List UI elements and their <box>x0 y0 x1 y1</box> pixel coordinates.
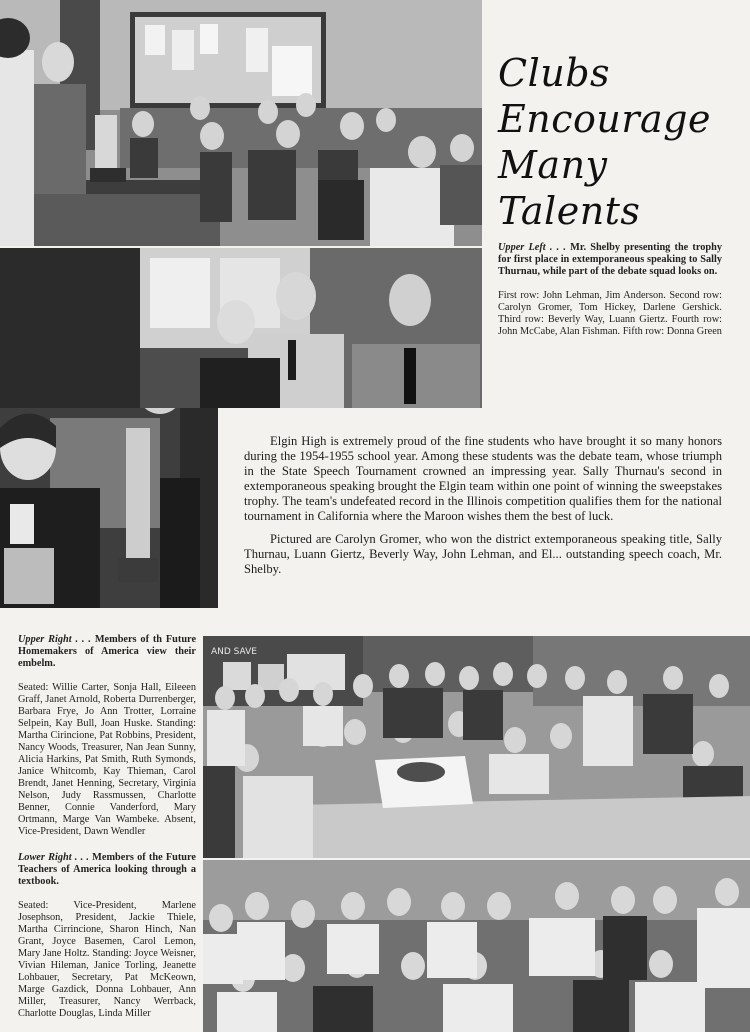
caption-upper-left-description <box>498 242 722 278</box>
title-line: Many <box>498 143 608 187</box>
body-paragraph: Pictured are Carolyn Gromer, who won the district extemporaneous speaking title, Sally Thurnau, Luann Giertz, Beverly Way, John Lehman, and El... outstanding speech coach, Mr. Shelby. <box>244 532 722 576</box>
caption-names: Seated: Vice-President, Marlene Josephson, President, Jackie Thiele, Martha Cirrincione, Sharon Hinch, Nan Grant, Joyce Basemen, Carol Lemon, Mary Jane Holtz. Standing: Joyce Weisner, Vivian Hileman, Janice Torling, Jeanette Lohbauer, Secretary, Pat McKeown, Marge Gazdick, Donna Lohbauer, Ann Miller, Treasurer, Nancy Werrback, Charlotte Douglas, Linda Miller <box>18 900 196 1019</box>
photo-trophy-winners <box>0 408 218 608</box>
title-line: Encourage <box>498 97 711 141</box>
photo-speech-team <box>0 248 482 408</box>
photo-debate-squad <box>0 0 482 246</box>
photo-future-teachers <box>203 860 750 1032</box>
caption-lead: Upper Left . . . <box>498 242 566 253</box>
page-title <box>498 50 738 234</box>
caption-upper-right-description <box>18 634 196 670</box>
caption-text: Members of the Future Teachers of America looking through a textbook. <box>18 852 196 887</box>
caption-rows: First row: John Lehman, Jim Anderson. Second row: Carolyn Gromer, Tom Hickey, Darlene Gershick. Third row: Beverly Way, Luann Giertz. Fourth row: John McCabe, Alan Fishman. Fifth row: Donna Green <box>498 290 722 337</box>
caption-text: Members of th Future Homemakers of America view their embelm. <box>18 634 197 669</box>
caption-lead: Lower Right . . . <box>18 852 89 863</box>
caption-upper-left <box>498 242 722 338</box>
caption-lower-right <box>18 852 196 1020</box>
caption-lead: Upper Right . . . <box>18 634 91 645</box>
caption-text: Mr. Shelby presenting the trophy for first place in extemporaneous speaking to Sally Thurnau, while part of the debate squad looks on. <box>498 242 722 277</box>
title-line: Clubs <box>498 51 611 95</box>
body-paragraph: Elgin High is extremely proud of the fine students who have brought it so many honors during the 1954-1955 school year. Among these students was the debate team, whose triumph in the State Speech Tournament crowned an impressing year. Sally Thurnau's second in extemporaneous speaking brought the Elgin team within one point of winning the sweepstakes trophy. The team's undefeated record in the Illinois competition qualifies them for the national tournament in California where the Maroon wishes them the best of luck. <box>244 434 722 523</box>
photo-future-homemakers <box>203 636 750 858</box>
article-body <box>244 434 722 585</box>
sign-and-save: AND SAVE <box>211 647 257 657</box>
caption-names: Seated: Willie Carter, Sonja Hall, Eileeen Graff, Janet Arnold, Roberta Durrenberger, Barbara Frye, Jo Ann Trotter, Lorraine Selpein, Kay Bull, Joan Huske. Standing: Martha Cirincione, Pat Robbins, President, Nancy Woods, Treasurer, Nan Jean Sunny, Alicia Harkins, Pat Smith, Ruth Symonds, Janice Whitcomb, Kay Thieman, Carol Brendt, Janet Henning, Secretary, Virginia Nelson, Judy Rassmussen, Charlotte Benner, Connie Vanderford, Mary Ortmann, Marge Van Wambeke. Absent, Vice-President, Dawn Wendler <box>18 682 196 837</box>
caption-upper-right <box>18 634 196 838</box>
title-line: Talents <box>498 189 641 233</box>
caption-lower-right-description <box>18 852 196 888</box>
